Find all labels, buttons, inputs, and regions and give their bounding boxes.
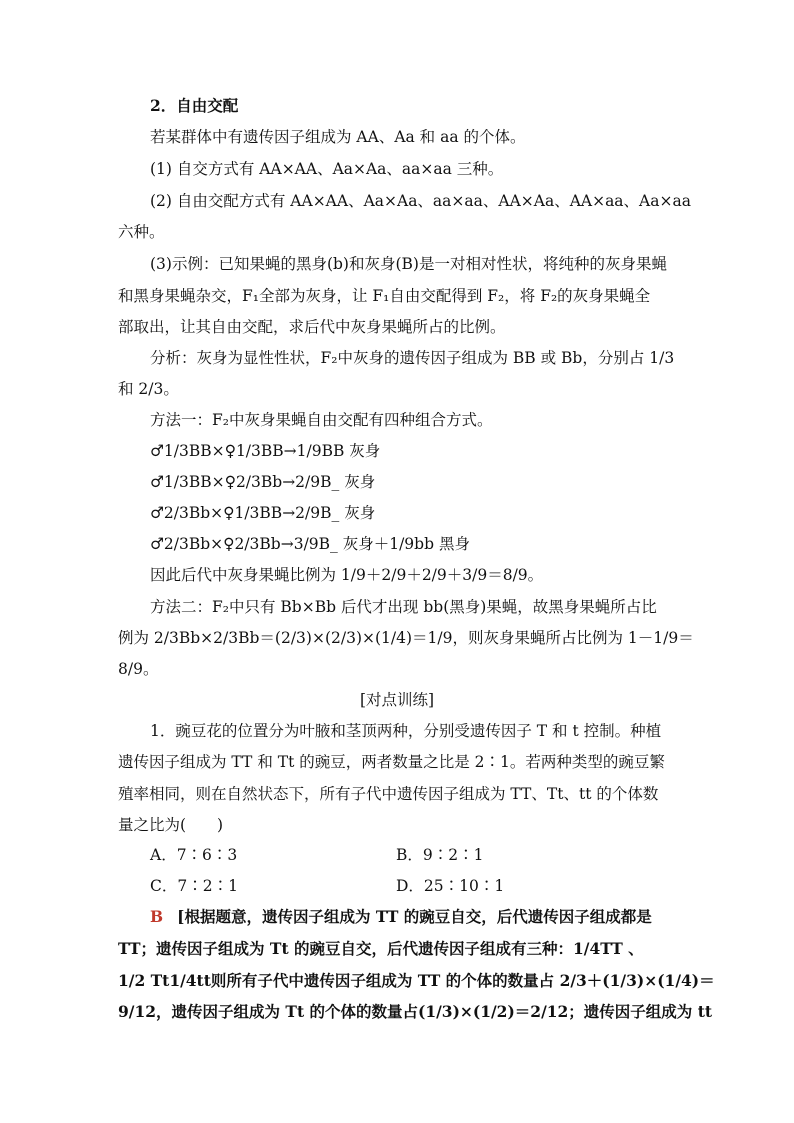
option-c: C．7∶2∶1 [150, 877, 238, 895]
item-3-line-3: 部取出，让其自由交配，求后代中灰身果蝇所占的比例。 [118, 318, 506, 336]
conclusion: 因此后代中灰身果蝇比例为 1/9＋2/9＋2/9＋3/9＝8/9。 [150, 566, 544, 584]
answer-line-1 [150, 907, 652, 927]
intro-text: 若某群体中有遗传因子组成为 AA、Aa 和 aa 的个体。 [150, 128, 526, 146]
analysis-line-1: 分析：灰身为显性性状，F₂中灰身的遗传因子组成为 BB 或 Bb，分别占 1/3 [150, 349, 675, 367]
cross-1: ♂1/3BB×♀1/3BB→1/9BB 灰身 [150, 442, 381, 460]
method-2-line-1: 方法二：F₂中只有 Bb×Bb 后代才出现 bb(黑身)果蝇，故黑身果蝇所占比 [150, 598, 657, 616]
cross-4: ♂2/3Bb×♀2/3Bb→3/9B_ 灰身＋1/9bb 黑身 [150, 535, 470, 553]
item-2-line-2: 六种。 [118, 223, 165, 241]
analysis-line-2: 和 2/3。 [118, 380, 179, 398]
section-heading: 2．自由交配 [150, 96, 239, 115]
answer-line-2: TT；遗传因子组成为 Tt 的豌豆自交，后代遗传因子组成有三种：1/4TT 、 [118, 939, 644, 958]
answer-line-4: 9/12，遗传因子组成为 Tt 的个体的数量占(1/3)×(1/2)＝2/12；遗传因子组成为 tt [118, 1002, 713, 1021]
answer-line-3: 1/2 Tt1/4tt则所有子代中遗传因子组成为 TT 的个体的数量占 2/3＋(1/3)×(1/4)＝ [118, 971, 715, 990]
question-line-3: 殖率相同，则在自然状态下，所有子代中遗传因子组成为 TT、Tt、tt 的个体数 [118, 785, 659, 803]
option-d: D．25∶10∶1 [396, 877, 505, 895]
cross-2: ♂1/3BB×♀2/3Bb→2/9B_ 灰身 [150, 473, 376, 491]
answer-text-1: [根据题意，遗传因子组成为 TT 的豌豆自交，后代遗传因子组成都是 [177, 907, 652, 926]
option-a: A．7∶6∶3 [150, 846, 238, 864]
question-line-4: 量之比为( ) [118, 816, 224, 834]
cross-3: ♂2/3Bb×♀1/3BB→2/9B_ 灰身 [150, 504, 376, 522]
method-1: 方法一：F₂中灰身果蝇自由交配有四种组合方式。 [150, 411, 493, 429]
item-3-line-1: (3)示例：已知果蝇的黑身(b)和灰身(B)是一对相对性状，将纯种的灰身果蝇 [150, 255, 667, 273]
answer-letter: B [150, 907, 164, 926]
question-line-1: 1．豌豆花的位置分为叶腋和茎顶两种，分别受遗传因子 T 和 t 控制。种植 [150, 722, 662, 740]
method-2-line-3: 8/9。 [118, 660, 159, 678]
item-2-line-1: (2) 自由交配方式有 AA×AA、Aa×Aa、aa×aa、AA×Aa、AA×aa、Aa×aa [150, 192, 691, 210]
option-b: B．9∶2∶1 [396, 846, 484, 864]
item-1: (1) 自交方式有 AA×AA、Aa×Aa、aa×aa 三种。 [150, 160, 504, 178]
item-3-line-2: 和黑身果蝇杂交，F₁全部为灰身，让 F₁自由交配得到 F₂，将 F₂的灰身果蝇全 [118, 287, 651, 305]
training-title: [对点训练] [359, 691, 435, 709]
question-line-2: 遗传因子组成为 TT 和 Tt 的豌豆，两者数量之比是 2∶1。若两种类型的豌豆繁 [118, 753, 665, 771]
method-2-line-2: 例为 2/3Bb×2/3Bb＝(2/3)×(2/3)×(1/4)＝1/9，则灰身果蝇所占比例为 1－1/9＝ [118, 629, 694, 647]
